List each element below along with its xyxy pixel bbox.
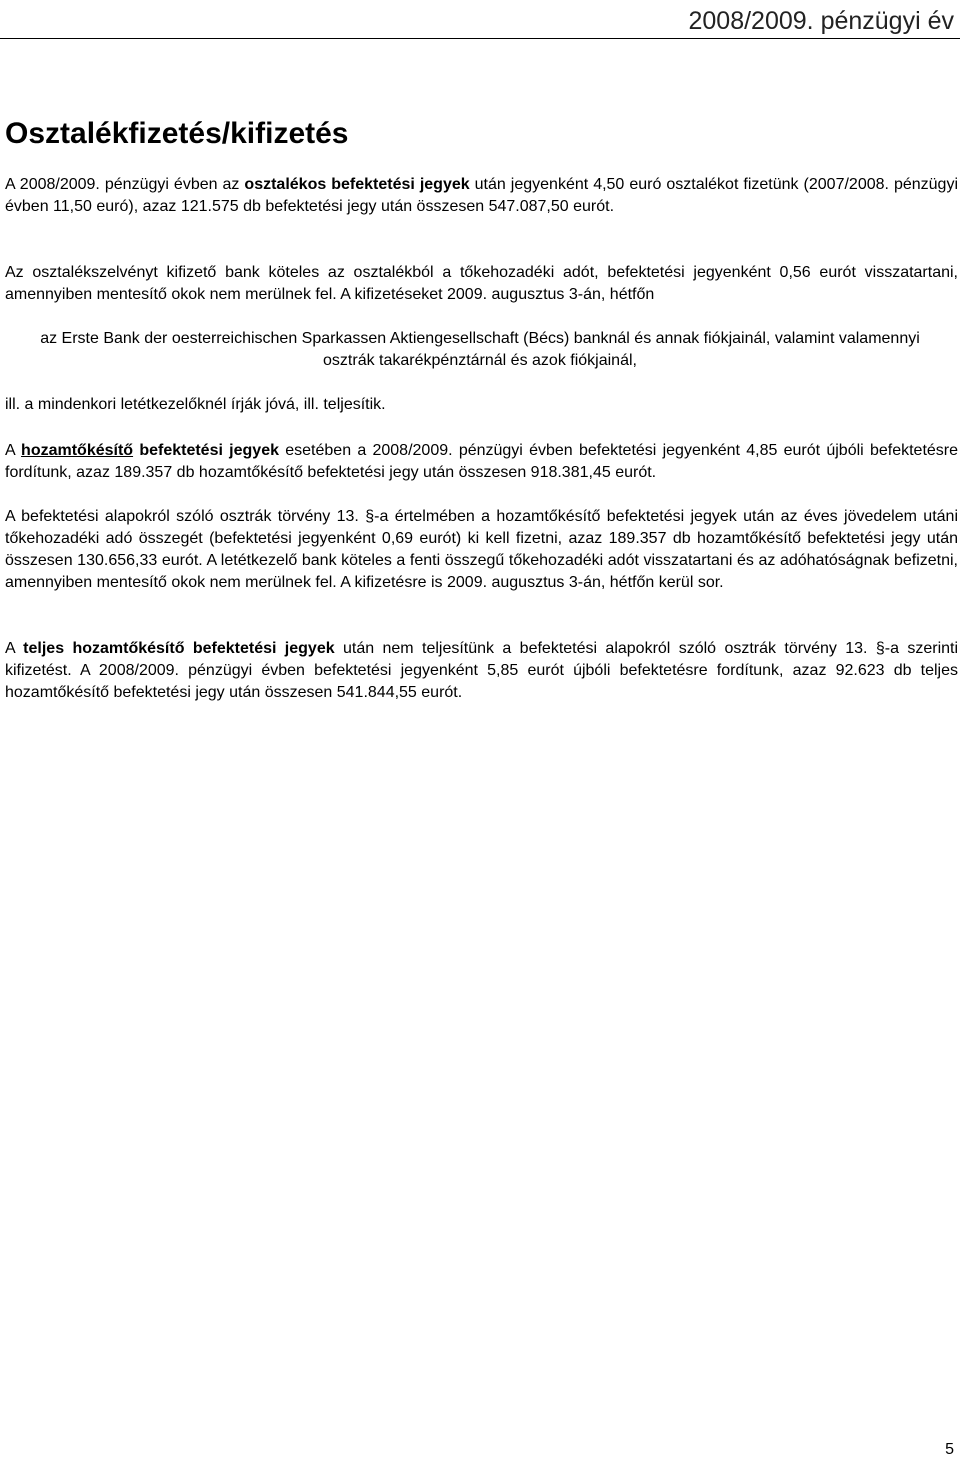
header-title: 2008/2009. pénzügyi év	[688, 7, 954, 35]
p7-text-1: A	[5, 640, 24, 657]
p1-text-2: után jegyenként 4,50 euró osztalékot fizetünk (2007/2008. pénzügyi évben 11,50 euró), azaz 121.575 db befektetési jegy után összesen 547.087,50 eurót.	[5, 176, 959, 215]
paragraph-law-section: A befektetési alapokról szóló osztrák törvény 13. §-a értelmében a hozamtőkésítő befektetési jegyek után az éves jövedelem utáni tőkehozadéki adó összegét (befektetési jegyenként 0,69 eurót) ki kell fizetni, azaz 189.357 db hozamtőkésítő befektetési jegy után összesen 130.656,33 eurót. A letétkezelő bank köteles a fenti összegű tőkehozadéki adót visszatartani és az adóhatóságnak befizetni, amennyiben mentesítő okok nem merülnek fel. A kifizetésre is 2009. augusztus 3-án, hétfőn kerül sor.	[5, 508, 958, 591]
p1-bold-dividend-units: osztalékos befektetési jegyek	[244, 176, 470, 193]
paragraph-custodians: ill. a mindenkori letétkezelőknél írják jóvá, ill. teljesítik.	[5, 396, 386, 413]
paragraph-dividend	[5, 174, 958, 218]
p7-bold-full-accumulating: teljes hozamtőkésítő befektetési jegyek	[23, 640, 335, 657]
p5-bold-units: befektetési jegyek	[139, 442, 279, 459]
paragraph-withholding: Az osztalékszelvényt kifizető bank köteles az osztalékból a tőkehozadéki adót, befektetési jegyenként 0,56 eurót visszatartani, amennyiben mentesítő okok nem merülnek fel. A kifizetéseket 2009. augusztus 3-án, hétfőn	[5, 264, 958, 303]
p1-text-1: A 2008/2009. pénzügyi évben az	[5, 176, 245, 193]
page-number: 5	[945, 1441, 954, 1458]
paragraph-full-accumulating	[5, 638, 958, 704]
page-header	[0, 0, 960, 39]
paragraph-paying-banks: az Erste Bank der oesterreichischen Sparkassen Aktiengesellschaft (Bécs) banknál és annak fiókjainál, valamint valamennyi osztrák takarékpénztárnál és azok fiókjainál,	[40, 330, 920, 369]
paragraph-accumulating	[5, 440, 958, 484]
p5-text-3: esetében a 2008/2009. pénzügyi évben befektetési jegyenként 4,85 eurót újbóli befektetésre fordítunk, azaz 189.357 db hozamtőkésítő befektetési jegy után összesen 918.381,45 eurót.	[5, 442, 959, 481]
p5-text-1: A	[5, 442, 22, 459]
p7-text-2: után nem teljesítünk a befektetési alapokról szóló osztrák törvény 13. §-a szerinti kifizetést. A 2008/2009. pénzügyi évben befektetési jegyenként 5,85 eurót újbóli befektetésre fordítunk, azaz 92.623 db teljes hozamtőkésítő befektetési jegy után összesen 541.844,55 eurót.	[5, 640, 959, 701]
p5-bold-accumulating: hozamtőkésítő	[21, 442, 134, 459]
page-title: Osztalékfizetés/kifizetés	[5, 117, 349, 150]
